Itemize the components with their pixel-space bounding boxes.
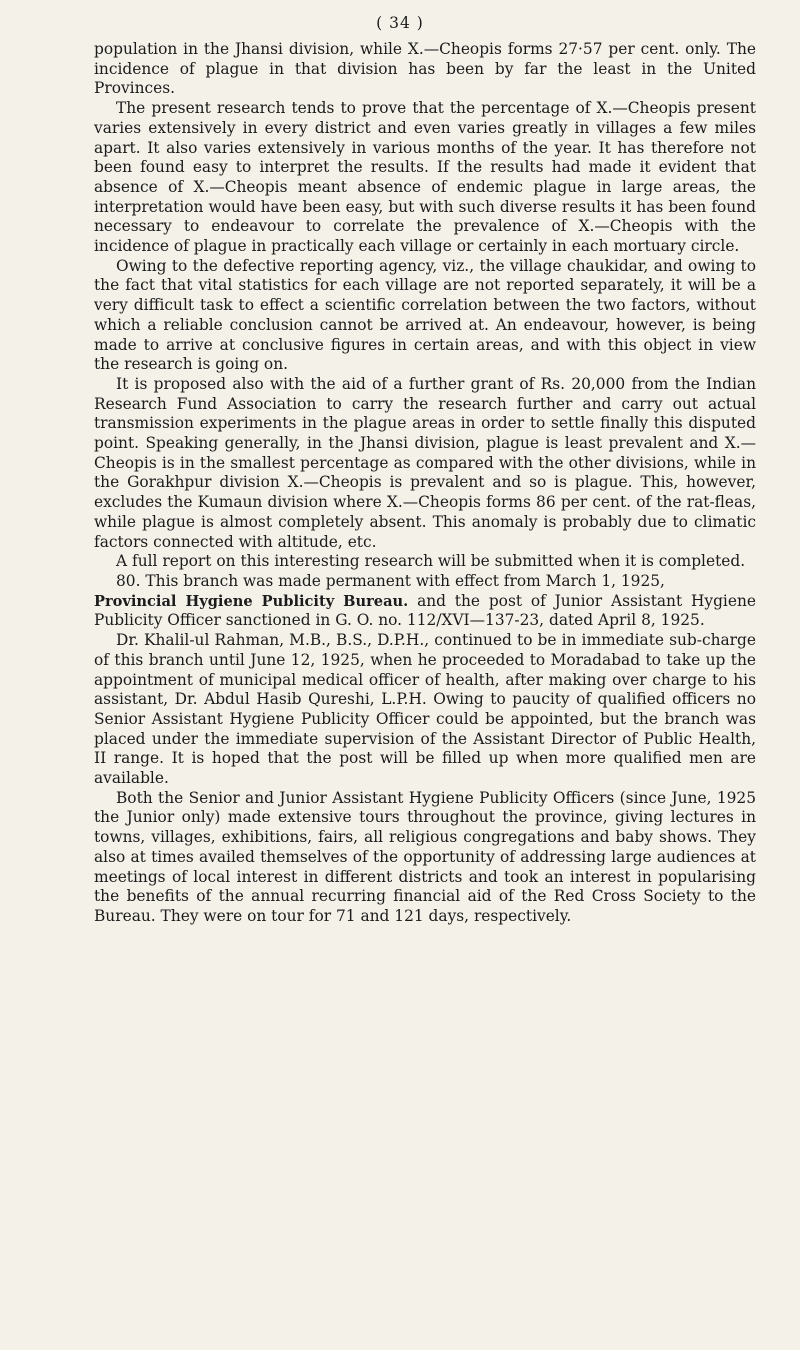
paragraph-2: The present research tends to prove that the percentage of X.—Cheopis present varies extensively in every district and even varies greatly in villages a few miles apart. It also varies extensively in various months of the year. It has therefore not been found easy to interpret the results. If the results had made it evident that absence of X.—Cheopis meant absence of endemic plague in large areas, the interpretation would have been easy, but with such diverse results it has been found necessary to endeavour to correlate the prevalence of X.—Cheopis with the incidence of plague in practically each village or certainly in each mortuary circle. [94,99,756,256]
paragraph-4: It is proposed also with the aid of a further grant of Rs. 20,000 from the Indian Research Fund Association to carry the research further and carry out actual transmission experiments in the plague areas in order to settle finally this disputed point. Speaking generally, in the Jhansi division, plague is least prevalent and X.—Cheopis is in the smallest percentage as compared with the other divisions, while in the Gorakhpur division X.—Cheopis is prevalent and so is plague. This, however, excludes the Kumaun division where X.—Cheopis forms 86 per cent. of the rat-fleas, while plague is almost completely absent. This anomaly is probably due to climatic factors connected with altitude, etc. [94,374,756,551]
document-body [94,40,756,927]
paragraph-80-rest: and the post of Junior Assistant Hygiene Publicity Officer sanctioned in G. O. no. 112/XVI—137-23, dated April 8, 1925. [94,591,756,630]
paragraph-80 [94,572,756,592]
paragraph-8: Both the Senior and Junior Assistant Hygiene Publicity Officers (since June, 1925 the Junior only) made extensive tours throughout the province, giving lectures in towns, villages, exhibitions, fairs, all religious congregations and baby shows. They also at times availed themselves of the opportunity of addressing large audiences at meetings of local interest in different districts and took an interest in popularising the benefits of the annual recurring financial aid of the Red Cross Society to the Bureau. They were on tour for 71 and 121 days, respectively. [94,788,756,925]
paragraph-80-lead: This branch was made permanent with effect from March 1, 1925, [145,571,665,590]
paragraph-80-cont [94,592,756,631]
side-heading: Provincial Hygiene Publicity Bureau. [94,592,409,610]
paragraph-number: 80. [116,571,141,590]
paragraph-3: Owing to the defective reporting agency, viz., the village chaukidar, and owing to the fact that vital statistics for each village are not reported separately, it will be a very difficult task to effect a scientific correlation between the two factors, without which a reliable conclusion cannot be arrived at. An endeavour, however, is being made to arrive at conclusive figures in certain areas, and with this object in view the research is going on. [94,256,756,374]
paragraph-7: Dr. Khalil-ul Rahman, M.B., B.S., D.P.H., continued to be in immediate sub-charge of this branch until June 12, 1925, when he proceeded to Moradabad to take up the appointment of municipal medical officer of health, after making over charge to his assistant, Dr. Abdul Hasib Qureshi, L.P.H. Owing to paucity of qualified officers no Senior Assistant Hygiene Publicity Officer could be appointed, but the branch was placed under the immediate supervision of the Assistant Director of Public Health, II range. It is hoped that the post will be filled up when more qualified men are available. [94,631,756,788]
paragraph-5: A full report on this interesting research will be submitted when it is completed. [116,552,746,571]
paragraph-1: population in the Jhansi division, while X.—Cheopis forms 27·57 per cent. only. The incidence of plague in that division has been by far the least in the United Provinces. [94,40,756,98]
page-number: ( 34 ) [376,14,424,32]
